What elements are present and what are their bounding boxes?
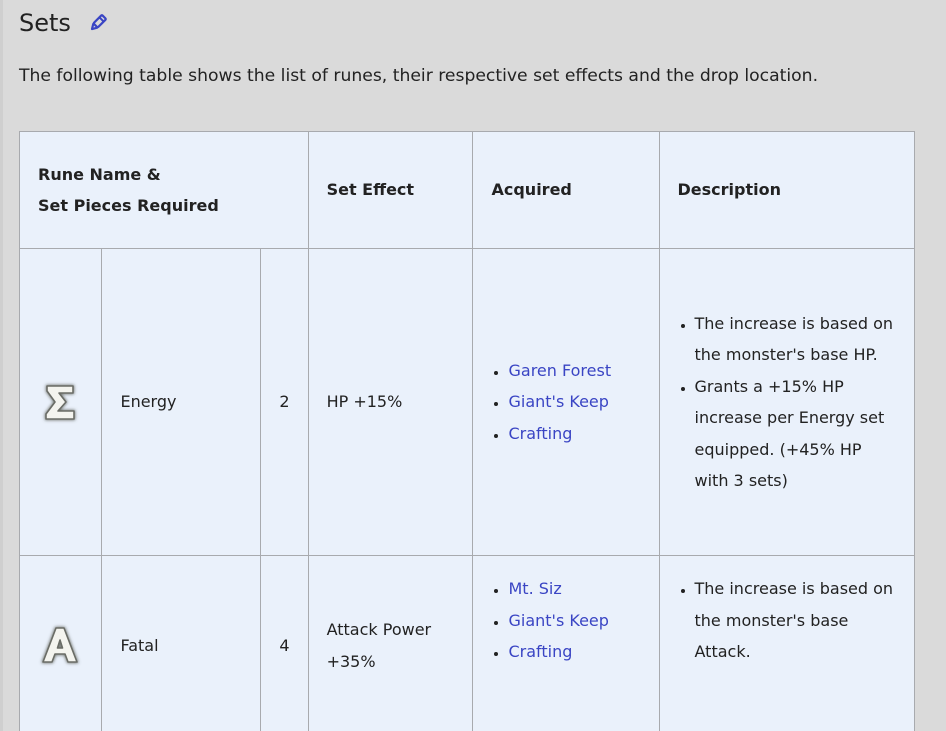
location-link-giants-keep[interactable]: Giant's Keep [508,392,609,412]
description-list [678,308,896,497]
description-cell [659,249,914,556]
rune-name: Energy [102,249,261,556]
header-rune-name [20,132,309,249]
description-item: • The increase is based on the monster's base HP. [695,308,896,371]
intro-text: The following table shows the list of runes, their respective set effects and the drop location. [19,66,819,86]
location-link-mt-siz[interactable]: Mt. Siz [508,579,562,598]
location-link-crafting[interactable]: Crafting [508,642,573,661]
acquired-list [491,573,640,668]
header-acquired: Acquired [473,132,659,249]
set-pieces: 4 [261,556,308,731]
description-item: • The increase is based on the monster's base Attack. [695,573,896,668]
acquired-list [491,355,640,450]
header-set-effect: Set Effect [308,132,473,249]
location-link-giants-keep[interactable]: Giant's Keep [508,610,609,630]
section-header [19,6,108,40]
table-header-row [20,132,915,249]
pencil-icon[interactable] [88,13,108,33]
list-item [508,636,640,668]
energy-rune-icon [38,378,82,426]
list-item [508,605,640,637]
header-rune-name-line2: Set Pieces Required [38,196,219,215]
list-item [508,418,640,450]
section-title: Sets [19,9,71,37]
location-link-crafting[interactable]: Crafting [508,423,573,443]
rune-sets-table [19,131,915,731]
set-effect: HP +15% [308,249,473,556]
rune-icon-cell [20,556,102,731]
header-description: Description [659,132,914,249]
table-row [20,249,915,556]
list-item [508,573,640,605]
fatal-rune-icon [38,622,82,670]
acquired-cell [473,249,659,556]
set-effect: Attack Power +35% [308,556,473,731]
list-item [508,355,640,387]
description-cell [659,556,914,731]
acquired-cell [473,556,659,731]
set-pieces: 2 [261,249,308,556]
page-edge [0,0,3,731]
rune-name: Fatal [102,556,261,731]
rune-icon-cell [20,249,102,556]
description-item: • Grants a +15% HP increase per Energy set equipped. (+45% HP with 3 sets) [695,371,896,497]
location-link-garen-forest[interactable]: Garen Forest [508,360,612,380]
header-rune-name-line1: Rune Name & [38,165,161,184]
list-item [508,386,640,418]
table-row [20,556,915,731]
description-list [678,573,896,668]
